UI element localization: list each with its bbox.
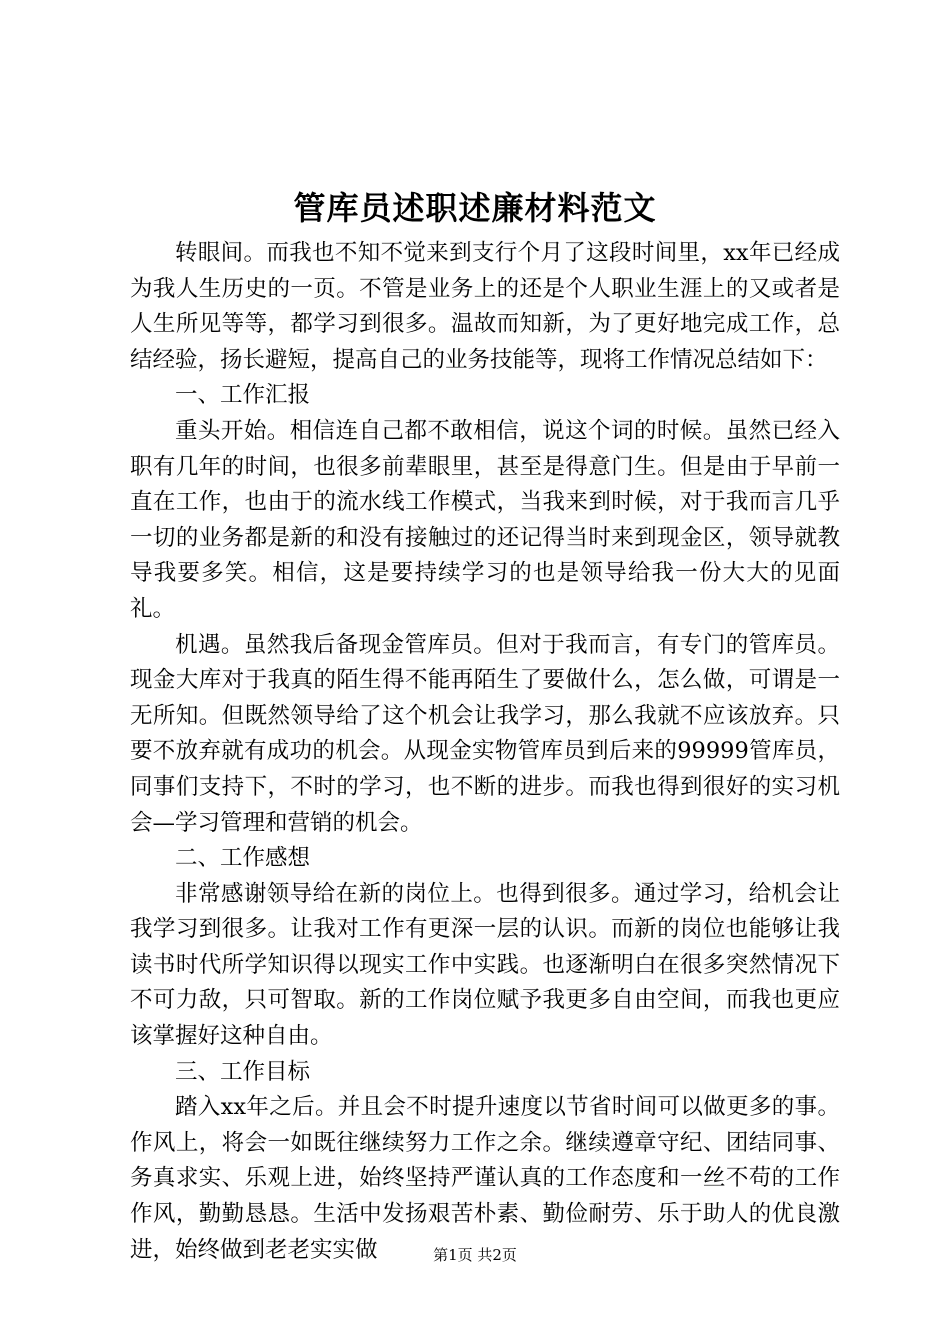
intro-paragraph: 转眼间。而我也不知不觉来到支行个月了这段时间里，xx年已经成为我人生历史的一页。不管是业务上的还是个人职业生涯上的又或者是人生所见等等，都学习到很多。温故而知新，为了更好地完成工作，总结经验，扬长避短，提高自己的业务技能等，现将工作情况总结如下： [130, 240, 840, 373]
section-heading-work-report: 一、工作汇报 [175, 382, 311, 409]
body-paragraph: 踏入xx年之后。并且会不时提升速度以节省时间可以做更多的事。作风上，将会一如既往继续努力工作之余。继续遵章守纪、团结同事、务真求实、乐观上进，始终坚持严谨认真的工作态度和一丝不苟的工作作风，勤勤恳恳。生活中发扬艰苦朴素、勤俭耐劳、乐于助人的优良激进，始终做到老老实实做 [130, 1094, 840, 1263]
body-paragraph: 非常感谢领导给在新的岗位上。也得到很多。通过学习，给机会让我学习到很多。让我对工作有更深一层的认识。而新的岗位也能够让我读书时代所学知识得以现实工作中实践。也逐渐明白在很多突然情况下不可力敌，只可智取。新的工作岗位赋予我更多自由空间，而我也更应该掌握好这种自由。 [130, 880, 840, 1050]
body-paragraph: 重头开始。相信连自己都不敢相信，说这个词的时候。虽然已经入职有几年的时间，也很多前辈眼里，甚至是得意门生。但是由于早前一直在工作，也由于的流水线工作模式，当我来到时候，对于我而言几乎一切的业务都是新的和没有接触过的还记得当时来到现金区，领导就教导我要多笑。相信，这是要持续学习的也是领导给我一份大大的见面礼。 [130, 417, 840, 622]
document-title: 管库员述职述廉材料范文 [293, 189, 657, 227]
section-heading-work-thoughts: 二、工作感想 [175, 845, 311, 872]
document-body [130, 236, 840, 1268]
section-heading-work-goals: 三、工作目标 [175, 1058, 311, 1085]
page-number-footer: 第1页 共2页 [433, 1246, 517, 1264]
body-paragraph: 机遇。虽然我后备现金管库员。但对于我而言，有专门的管库员。现金大库对于我真的陌生得不能再陌生了要做什么，怎么做，可谓是一无所知。但既然领导给了这个机会让我学习，那么我就不应该放弃。只要不放弃就有成功的机会。从现金实物管库员到后来的99999管库员，同事们支持下，不时的学习，也不断的进步。而我也得到很好的实习机会—学习管理和营销的机会。 [130, 631, 840, 836]
